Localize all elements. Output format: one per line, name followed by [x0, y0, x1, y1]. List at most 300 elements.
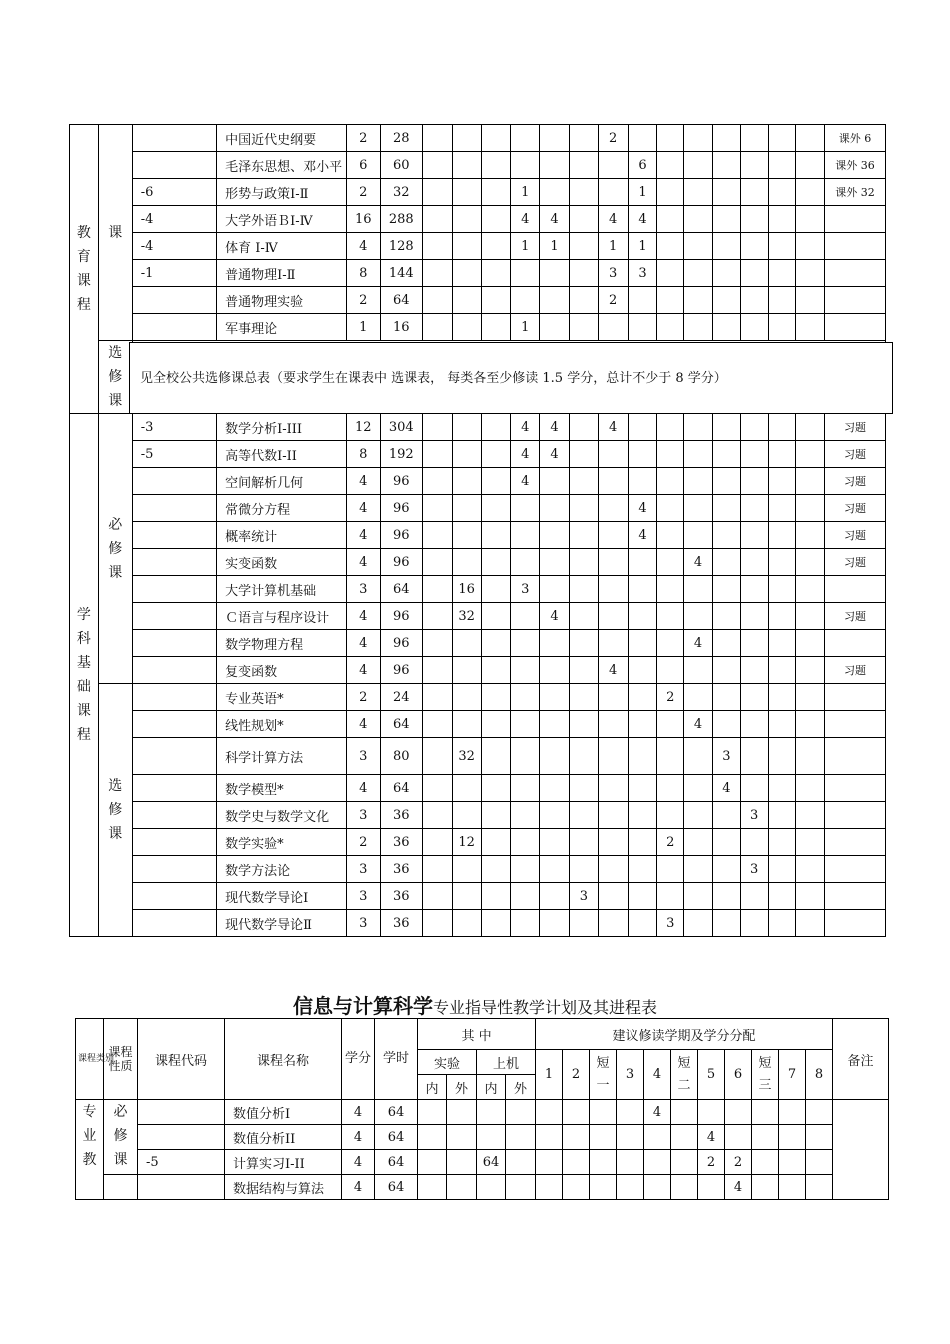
course-note: [825, 711, 886, 738]
semester-cell: 12: [452, 829, 481, 856]
semester-cell: [481, 738, 511, 775]
schedule-cell: [447, 1150, 477, 1175]
semester-cell: [628, 125, 657, 152]
semester-cell: [796, 883, 825, 910]
semester-cell: [452, 910, 481, 937]
semester-cell: 4: [684, 549, 713, 576]
semester-cell: [452, 441, 481, 468]
course-note: 习题: [825, 441, 886, 468]
semester-cell: [569, 206, 598, 233]
semester-cell: [657, 287, 684, 314]
semester-cell: [540, 314, 570, 341]
header-experiment: 实验: [418, 1050, 477, 1075]
semester-cell: [796, 260, 825, 287]
semester-cell: [628, 576, 657, 603]
semester-cell: [796, 179, 825, 206]
semester-cell: [452, 233, 481, 260]
semester-cell: 3: [740, 856, 768, 883]
semester-cell: 1: [628, 233, 657, 260]
semester-cell: [598, 441, 628, 468]
semester-cell: 4: [511, 206, 540, 233]
semester-cell: [684, 883, 713, 910]
group-major-required: 必 修 课: [104, 1100, 138, 1175]
semester-cell: [684, 775, 713, 802]
header-term4: 4: [644, 1050, 671, 1100]
semester-cell: [684, 495, 713, 522]
semester-cell: [598, 576, 628, 603]
course-name: 复变函数: [217, 657, 347, 684]
semester-cell: [511, 910, 540, 937]
course-credit: 12: [346, 414, 380, 441]
public-elective-note: 见全校公共选修课总表（要求学生在课表中 选课表， 每类各至少修读 1.5 学分，总计不少于 8 学分）: [129, 342, 893, 414]
semester-cell: [657, 414, 684, 441]
schedule-cell: [806, 1175, 833, 1200]
semester-cell: [628, 314, 657, 341]
schedule-cell: [506, 1175, 536, 1200]
semester-cell: [796, 603, 825, 630]
semester-cell: [768, 179, 796, 206]
course-code: [132, 495, 216, 522]
semester-cell: 3: [598, 260, 628, 287]
semester-cell: [657, 856, 684, 883]
semester-cell: [422, 287, 452, 314]
table-row: [70, 233, 886, 260]
semester-cell: [740, 314, 768, 341]
semester-cell: [452, 856, 481, 883]
semester-cell: [712, 152, 740, 179]
semester-cell: [740, 684, 768, 711]
semester-cell: [569, 738, 598, 775]
semester-cell: [569, 630, 598, 657]
course-name: 数学模型*: [217, 775, 347, 802]
course-name: 高等代数Ⅰ-ⅠⅠ: [217, 441, 347, 468]
semester-cell: [540, 125, 570, 152]
course-hours: 36: [380, 829, 422, 856]
semester-cell: [452, 125, 481, 152]
semester-cell: [712, 522, 740, 549]
schedule-cell: [725, 1100, 752, 1125]
semester-cell: [481, 802, 511, 829]
course-hours: 16: [380, 314, 422, 341]
schedule-cell: [617, 1125, 644, 1150]
course-code: -4: [132, 233, 216, 260]
course-code: [132, 775, 216, 802]
course-note: [825, 802, 886, 829]
semester-cell: [540, 684, 570, 711]
semester-cell: [598, 738, 628, 775]
course-hours: 60: [380, 152, 422, 179]
semester-cell: [628, 657, 657, 684]
semester-cell: [740, 233, 768, 260]
semester-cell: [569, 260, 598, 287]
semester-cell: [481, 829, 511, 856]
semester-cell: [796, 576, 825, 603]
semester-cell: [768, 495, 796, 522]
course-note: 习题: [825, 414, 886, 441]
semester-cell: [796, 125, 825, 152]
semester-cell: [740, 576, 768, 603]
semester-cell: [511, 287, 540, 314]
course-credit: 4: [342, 1150, 375, 1175]
semester-cell: [768, 775, 796, 802]
course-note: [825, 910, 886, 937]
course-name: 计算实习Ⅰ-ⅠⅠ: [225, 1150, 342, 1175]
course-hours: 36: [380, 856, 422, 883]
semester-cell: [657, 206, 684, 233]
table2-body: [76, 1019, 889, 1200]
semester-cell: [712, 711, 740, 738]
semester-cell: [598, 314, 628, 341]
semester-cell: [452, 549, 481, 576]
semester-cell: [481, 152, 511, 179]
semester-cell: [684, 738, 713, 775]
course-hours: 64: [375, 1175, 418, 1200]
course-name: 普通物理实验: [217, 287, 347, 314]
semester-cell: [422, 495, 452, 522]
semester-cell: [740, 495, 768, 522]
semester-cell: [511, 603, 540, 630]
semester-cell: [768, 684, 796, 711]
semester-cell: [740, 179, 768, 206]
course-hours: 96: [380, 495, 422, 522]
semester-cell: [481, 287, 511, 314]
course-code: [132, 802, 216, 829]
header-comp-inner: 内: [477, 1075, 506, 1100]
semester-cell: [684, 910, 713, 937]
semester-cell: [796, 233, 825, 260]
course-hours: 144: [380, 260, 422, 287]
header-short3: 短三: [752, 1050, 779, 1100]
semester-cell: [712, 495, 740, 522]
semester-cell: [540, 287, 570, 314]
semester-cell: [569, 468, 598, 495]
course-credit: 16: [346, 206, 380, 233]
semester-cell: [422, 179, 452, 206]
plan-title-major: 信息与计算科学: [292, 994, 433, 1018]
schedule-cell: [563, 1175, 590, 1200]
semester-cell: 2: [598, 125, 628, 152]
course-code: -5: [132, 441, 216, 468]
course-code: [132, 603, 216, 630]
schedule-cell: [418, 1175, 447, 1200]
semester-cell: [684, 468, 713, 495]
semester-cell: [422, 414, 452, 441]
table-row: [76, 1125, 889, 1150]
semester-cell: [768, 603, 796, 630]
semester-cell: [740, 287, 768, 314]
course-name: 数学实验*: [217, 829, 347, 856]
semester-cell: [452, 260, 481, 287]
semester-cell: [768, 468, 796, 495]
semester-cell: 2: [657, 829, 684, 856]
semester-cell: [422, 657, 452, 684]
semester-cell: [452, 287, 481, 314]
course-code: -5: [138, 1150, 225, 1175]
course-name: 大学计算机基础: [217, 576, 347, 603]
schedule-cell: [590, 1175, 617, 1200]
course-note: [825, 260, 886, 287]
semester-cell: [684, 576, 713, 603]
course-credit: 4: [346, 603, 380, 630]
semester-cell: [452, 802, 481, 829]
semester-cell: [628, 684, 657, 711]
semester-cell: [768, 522, 796, 549]
semester-cell: 4: [511, 441, 540, 468]
course-name: 实变函数: [217, 549, 347, 576]
semester-cell: [657, 495, 684, 522]
course-code: [132, 829, 216, 856]
semester-cell: [598, 829, 628, 856]
header-comp-outer: 外: [506, 1075, 536, 1100]
semester-cell: [481, 260, 511, 287]
semester-cell: [657, 441, 684, 468]
semester-cell: [628, 468, 657, 495]
semester-cell: 1: [628, 179, 657, 206]
semester-cell: 4: [628, 495, 657, 522]
course-code: [132, 287, 216, 314]
header-term3: 3: [617, 1050, 644, 1100]
semester-cell: [796, 802, 825, 829]
curriculum-table-upper: [69, 124, 886, 937]
semester-cell: [796, 684, 825, 711]
semester-cell: [511, 711, 540, 738]
schedule-cell: [418, 1150, 447, 1175]
schedule-cell: [536, 1175, 563, 1200]
table-row: [70, 314, 886, 341]
course-name: 科学计算方法: [217, 738, 347, 775]
course-code: [132, 125, 216, 152]
semester-cell: [628, 738, 657, 775]
group-subject: 学 科 基 础 课 程: [70, 414, 99, 937]
table-row: [70, 883, 886, 910]
semester-cell: [712, 260, 740, 287]
table-row: [70, 441, 886, 468]
semester-cell: [796, 711, 825, 738]
table-row: [70, 495, 886, 522]
semester-cell: [452, 179, 481, 206]
semester-cell: [540, 802, 570, 829]
course-name: 数学分析Ⅰ-ⅠⅠⅠ: [217, 414, 347, 441]
semester-cell: [569, 287, 598, 314]
schedule-cell: 2: [725, 1150, 752, 1175]
semester-cell: [712, 414, 740, 441]
semester-cell: [684, 522, 713, 549]
semester-cell: [481, 603, 511, 630]
semester-cell: [481, 233, 511, 260]
semester-cell: [452, 522, 481, 549]
semester-cell: [422, 910, 452, 937]
course-code: [138, 1100, 225, 1125]
schedule-cell: [806, 1100, 833, 1125]
semester-cell: [740, 829, 768, 856]
semester-cell: [598, 468, 628, 495]
group-education: 教 育 课 程: [70, 125, 99, 414]
semester-cell: 3: [657, 910, 684, 937]
semester-cell: [712, 233, 740, 260]
semester-cell: [511, 260, 540, 287]
semester-cell: [569, 856, 598, 883]
semester-cell: [796, 829, 825, 856]
course-name: 数值分析Ⅰ: [225, 1100, 342, 1125]
semester-cell: [569, 314, 598, 341]
semester-cell: [569, 829, 598, 856]
course-hours: 24: [380, 684, 422, 711]
semester-cell: [712, 657, 740, 684]
semester-cell: [540, 549, 570, 576]
semester-cell: [657, 549, 684, 576]
semester-cell: [796, 856, 825, 883]
semester-cell: [511, 495, 540, 522]
table-row: [76, 1175, 889, 1200]
semester-cell: 4: [511, 468, 540, 495]
semester-cell: [481, 125, 511, 152]
course-note: 课外 36: [825, 152, 886, 179]
semester-cell: [598, 883, 628, 910]
semester-cell: [540, 522, 570, 549]
semester-cell: [422, 883, 452, 910]
semester-cell: [452, 711, 481, 738]
course-name: 现代数学导论Ⅰ: [217, 883, 347, 910]
table-row: [70, 711, 886, 738]
semester-cell: [657, 576, 684, 603]
course-code: [132, 468, 216, 495]
table-row: [70, 125, 886, 152]
semester-cell: 4: [598, 657, 628, 684]
semester-cell: [740, 657, 768, 684]
semester-cell: [768, 287, 796, 314]
course-credit: 4: [346, 630, 380, 657]
semester-cell: 1: [511, 314, 540, 341]
semester-cell: [768, 829, 796, 856]
semester-cell: [511, 522, 540, 549]
semester-cell: 16: [452, 576, 481, 603]
course-name: 现代数学导论Ⅱ: [217, 910, 347, 937]
course-code: [132, 522, 216, 549]
table-row: [70, 802, 886, 829]
semester-cell: [740, 738, 768, 775]
header-nature: 课程性质: [104, 1019, 138, 1100]
semester-cell: [481, 657, 511, 684]
schedule-cell: [447, 1100, 477, 1125]
semester-cell: [540, 738, 570, 775]
semester-cell: 2: [598, 287, 628, 314]
course-hours: 36: [380, 910, 422, 937]
course-note: [825, 576, 886, 603]
course-note: [825, 206, 886, 233]
course-name: 常微分方程: [217, 495, 347, 522]
schedule-cell: [590, 1150, 617, 1175]
group-subject-elective: 选 修 课: [98, 684, 132, 937]
course-name: 数学物理方程: [217, 630, 347, 657]
course-code: -3: [132, 414, 216, 441]
semester-cell: [684, 603, 713, 630]
course-note: 习题: [825, 468, 886, 495]
schedule-cell: [418, 1125, 447, 1150]
semester-cell: [598, 630, 628, 657]
schedule-cell: [563, 1125, 590, 1150]
semester-cell: [628, 883, 657, 910]
schedule-cell: [563, 1150, 590, 1175]
semester-cell: [511, 856, 540, 883]
semester-cell: [540, 630, 570, 657]
semester-cell: [511, 684, 540, 711]
semester-cell: [511, 829, 540, 856]
semester-cell: [628, 910, 657, 937]
course-credit: 1: [346, 314, 380, 341]
semester-cell: [657, 233, 684, 260]
semester-cell: [569, 495, 598, 522]
table-row: [70, 775, 886, 802]
semester-cell: [598, 856, 628, 883]
semester-cell: 4: [628, 206, 657, 233]
semester-cell: [540, 856, 570, 883]
semester-cell: [768, 260, 796, 287]
semester-cell: 4: [540, 414, 570, 441]
semester-cell: [796, 775, 825, 802]
semester-cell: [796, 441, 825, 468]
course-credit: 8: [346, 441, 380, 468]
schedule-cell: [536, 1125, 563, 1150]
semester-cell: [569, 414, 598, 441]
header-term1: 1: [536, 1050, 563, 1100]
semester-cell: [540, 152, 570, 179]
semester-cell: [657, 468, 684, 495]
semester-cell: [598, 711, 628, 738]
semester-cell: [569, 657, 598, 684]
semester-cell: [740, 910, 768, 937]
semester-cell: [657, 883, 684, 910]
schedule-cell: [779, 1175, 806, 1200]
course-name: 专业英语*: [217, 684, 347, 711]
subject-foundation-section: [70, 414, 886, 937]
semester-cell: [768, 856, 796, 883]
semester-cell: [796, 468, 825, 495]
semester-cell: [481, 179, 511, 206]
course-name: Ｃ语言与程序设计: [217, 603, 347, 630]
semester-cell: [712, 314, 740, 341]
course-hours: 28: [380, 125, 422, 152]
course-hours: 80: [380, 738, 422, 775]
group-education-elective: 选 修 课: [98, 341, 132, 414]
table-row: [70, 287, 886, 314]
semester-cell: [628, 287, 657, 314]
semester-cell: [422, 233, 452, 260]
course-hours: 96: [380, 630, 422, 657]
semester-cell: [569, 802, 598, 829]
semester-cell: 2: [657, 684, 684, 711]
semester-cell: [657, 802, 684, 829]
schedule-cell: [506, 1100, 536, 1125]
semester-cell: [452, 468, 481, 495]
schedule-cell: 4: [725, 1175, 752, 1200]
course-code: -1: [132, 260, 216, 287]
course-code: [132, 883, 216, 910]
semester-cell: [422, 684, 452, 711]
course-name: 概率统计: [217, 522, 347, 549]
schedule-cell: [447, 1125, 477, 1150]
schedule-cell: [418, 1100, 447, 1125]
schedule-cell: [617, 1100, 644, 1125]
table-row: [70, 829, 886, 856]
semester-cell: 4: [598, 206, 628, 233]
course-credit: 3: [346, 738, 380, 775]
semester-cell: [422, 522, 452, 549]
course-name: 数据结构与算法: [225, 1175, 342, 1200]
semester-cell: [768, 883, 796, 910]
semester-cell: [712, 684, 740, 711]
semester-cell: [569, 179, 598, 206]
plan-title-suffix: 专业指导性教学计划及其进程表: [432, 998, 657, 1017]
